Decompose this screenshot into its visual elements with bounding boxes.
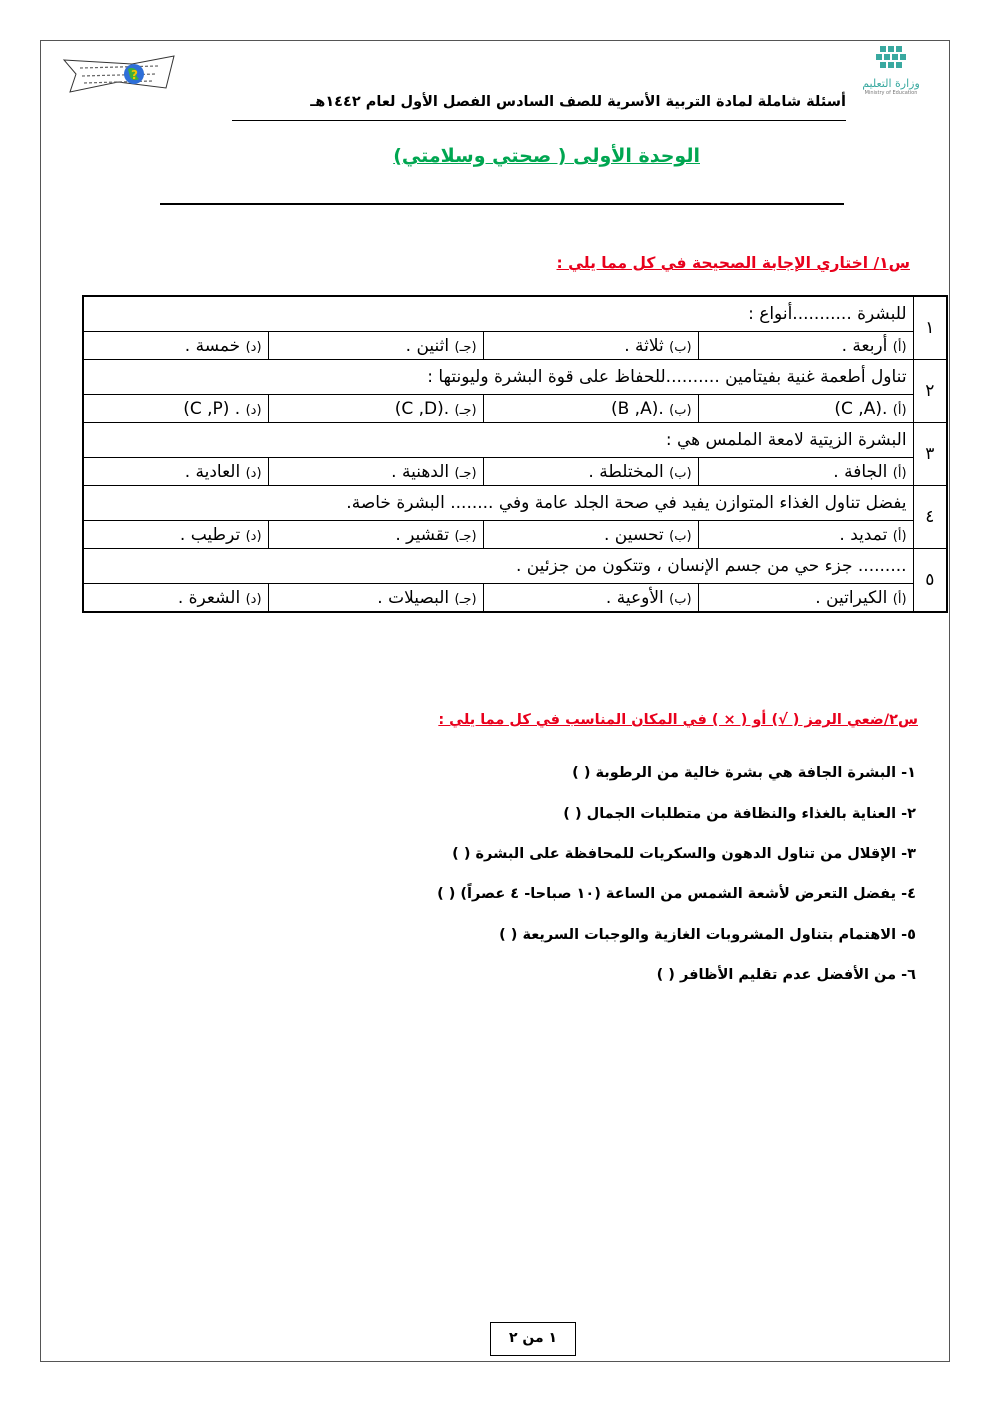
option-text: أربعة . — [841, 335, 888, 356]
question-number: ٥ — [913, 549, 947, 613]
option-letter: (أ) — [892, 528, 907, 544]
answer-option[interactable] — [268, 458, 483, 486]
option-letter: (ب) — [669, 591, 692, 607]
answer-option[interactable] — [483, 395, 698, 423]
true-false-item: ٥- الاهتمام بتناول المشروبات الغازية والوجبات السريعة ( ) — [499, 927, 916, 943]
answer-option[interactable] — [83, 584, 268, 613]
option-text: الدهنية . — [391, 461, 450, 482]
option-text: العادية . — [184, 461, 241, 482]
question-number: ٤ — [913, 486, 947, 549]
ministry-logo-icon — [846, 44, 936, 74]
option-letter: (د) — [245, 591, 262, 607]
question-stem: يفضل تناول الغذاء المتوازن يفيد في صحة الجلد عامة وفي ........ البشرة خاصة. — [83, 486, 913, 521]
option-text: تحسين . — [604, 524, 664, 545]
question-number: ٣ — [913, 423, 947, 486]
mcq-options-row — [83, 521, 947, 549]
ministry-name-en: Ministry of Education — [864, 90, 918, 96]
answer-option[interactable] — [483, 521, 698, 549]
option-letter: (ب) — [669, 402, 692, 418]
exam-title: أسئلة شاملة لمادة التربية الأسرية للصف السادس الفصل الأول لعام ١٤٤٢هـ — [232, 94, 846, 121]
page-border — [40, 40, 950, 1362]
mcq-stem-row — [83, 549, 947, 584]
option-letter: (د) — [245, 528, 262, 544]
option-text: الكيراتين . — [815, 587, 888, 608]
option-letter: (جـ) — [454, 591, 477, 607]
answer-option[interactable] — [483, 458, 698, 486]
mcq-options-row — [83, 458, 947, 486]
question-stem: للبشرة ...........أنواع : — [83, 296, 913, 332]
option-text: المختلطة . — [588, 461, 664, 482]
mcq-options-row — [83, 332, 947, 360]
mcq-stem-row — [83, 296, 947, 332]
answer-option[interactable] — [268, 395, 483, 423]
option-text: (C ,A). — [834, 398, 888, 419]
option-letter: (أ) — [892, 402, 907, 418]
option-letter: (جـ) — [454, 528, 477, 544]
question-number: ٢ — [913, 360, 947, 423]
option-text: ترطيب . — [179, 524, 241, 545]
true-false-item: ٣- الإقلال من تناول الدهون والسكريات للمحافظة على البشرة ( ) — [452, 846, 916, 862]
mcq-table — [82, 295, 948, 613]
answer-option[interactable] — [268, 521, 483, 549]
answer-option[interactable] — [698, 521, 913, 549]
option-text: الأوعية . — [605, 587, 664, 608]
option-letter: (أ) — [892, 339, 907, 355]
true-false-item: ٢- العناية بالغذاء والنظافة من متطلبات الجمال ( ) — [563, 806, 916, 822]
option-letter: (ب) — [669, 528, 692, 544]
option-letter: (جـ) — [454, 465, 477, 481]
answer-option[interactable] — [268, 332, 483, 360]
option-text: البصيلات . — [377, 587, 450, 608]
option-letter: (د) — [245, 465, 262, 481]
option-text: (C ,P) . — [183, 398, 241, 419]
option-text: (B ,A). — [610, 398, 664, 419]
option-text: اثنين . — [405, 335, 450, 356]
answer-option[interactable] — [483, 332, 698, 360]
option-text: خمسة . — [184, 335, 241, 356]
option-text: ثلاثة . — [624, 335, 664, 356]
answer-option[interactable] — [698, 584, 913, 613]
option-letter: (أ) — [892, 465, 907, 481]
question-stem: البشرة الزيتية لامعة الملمس هي : — [83, 423, 913, 458]
question-number: ١ — [913, 296, 947, 360]
answer-option[interactable] — [698, 458, 913, 486]
page-number: ١ من ٢ — [490, 1322, 576, 1356]
option-text: الشعرة . — [177, 587, 241, 608]
globe-banner-logo — [62, 52, 177, 94]
option-text: (C ,D). — [394, 398, 450, 419]
option-letter: (أ) — [892, 591, 907, 607]
mcq-options-row — [83, 584, 947, 613]
answer-option[interactable] — [83, 332, 268, 360]
option-text: تمديد . — [839, 524, 888, 545]
answer-option[interactable] — [83, 458, 268, 486]
option-text: تقشير . — [395, 524, 450, 545]
answer-option[interactable] — [698, 395, 913, 423]
divider-line — [160, 203, 844, 205]
svg-text:?: ? — [131, 68, 138, 82]
option-letter: (جـ) — [454, 402, 477, 418]
true-false-item: ٤- يفضل التعرض لأشعة الشمس من الساعة (١٠ صباحا- ٤ عصراً) ( ) — [437, 886, 916, 902]
question-stem: ......... جزء حي من جسم الإنسان ، وتتكون من جزئين . — [83, 549, 913, 584]
option-letter: (د) — [245, 402, 262, 418]
mcq-stem-row — [83, 486, 947, 521]
option-text: الجافة . — [833, 461, 888, 482]
true-false-item: ١- البشرة الجافة هي بشرة خالية من الرطوبة ( ) — [572, 765, 916, 781]
question-2-heading: س٢/ضعي الرمز ( √) أو ( × ) في المكان المناسب في كل مما يلي : — [438, 712, 918, 728]
answer-option[interactable] — [698, 332, 913, 360]
answer-option[interactable] — [83, 521, 268, 549]
option-letter: (د) — [245, 339, 262, 355]
ministry-logo — [846, 44, 936, 96]
true-false-item: ٦- من الأفضل عدم تقليم الأظافر ( ) — [656, 967, 916, 983]
answer-option[interactable] — [83, 395, 268, 423]
unit-title: الوحدة الأولى ( صحتي وسلامتي) — [393, 145, 700, 167]
ministry-name: وزارة التعليم — [862, 77, 920, 90]
option-letter: (ب) — [669, 465, 692, 481]
mcq-stem-row — [83, 360, 947, 395]
option-letter: (جـ) — [454, 339, 477, 355]
answer-option[interactable] — [268, 584, 483, 613]
question-1-heading: س١/ اختاري الإجابة الصحيحة في كل مما يلي : — [556, 254, 910, 272]
question-stem: تناول أطعمة غنية بفيتامين ..........للحفاظ على قوة البشرة وليونتها : — [83, 360, 913, 395]
answer-option[interactable] — [483, 584, 698, 613]
mcq-options-row — [83, 395, 947, 423]
option-letter: (ب) — [669, 339, 692, 355]
mcq-stem-row — [83, 423, 947, 458]
